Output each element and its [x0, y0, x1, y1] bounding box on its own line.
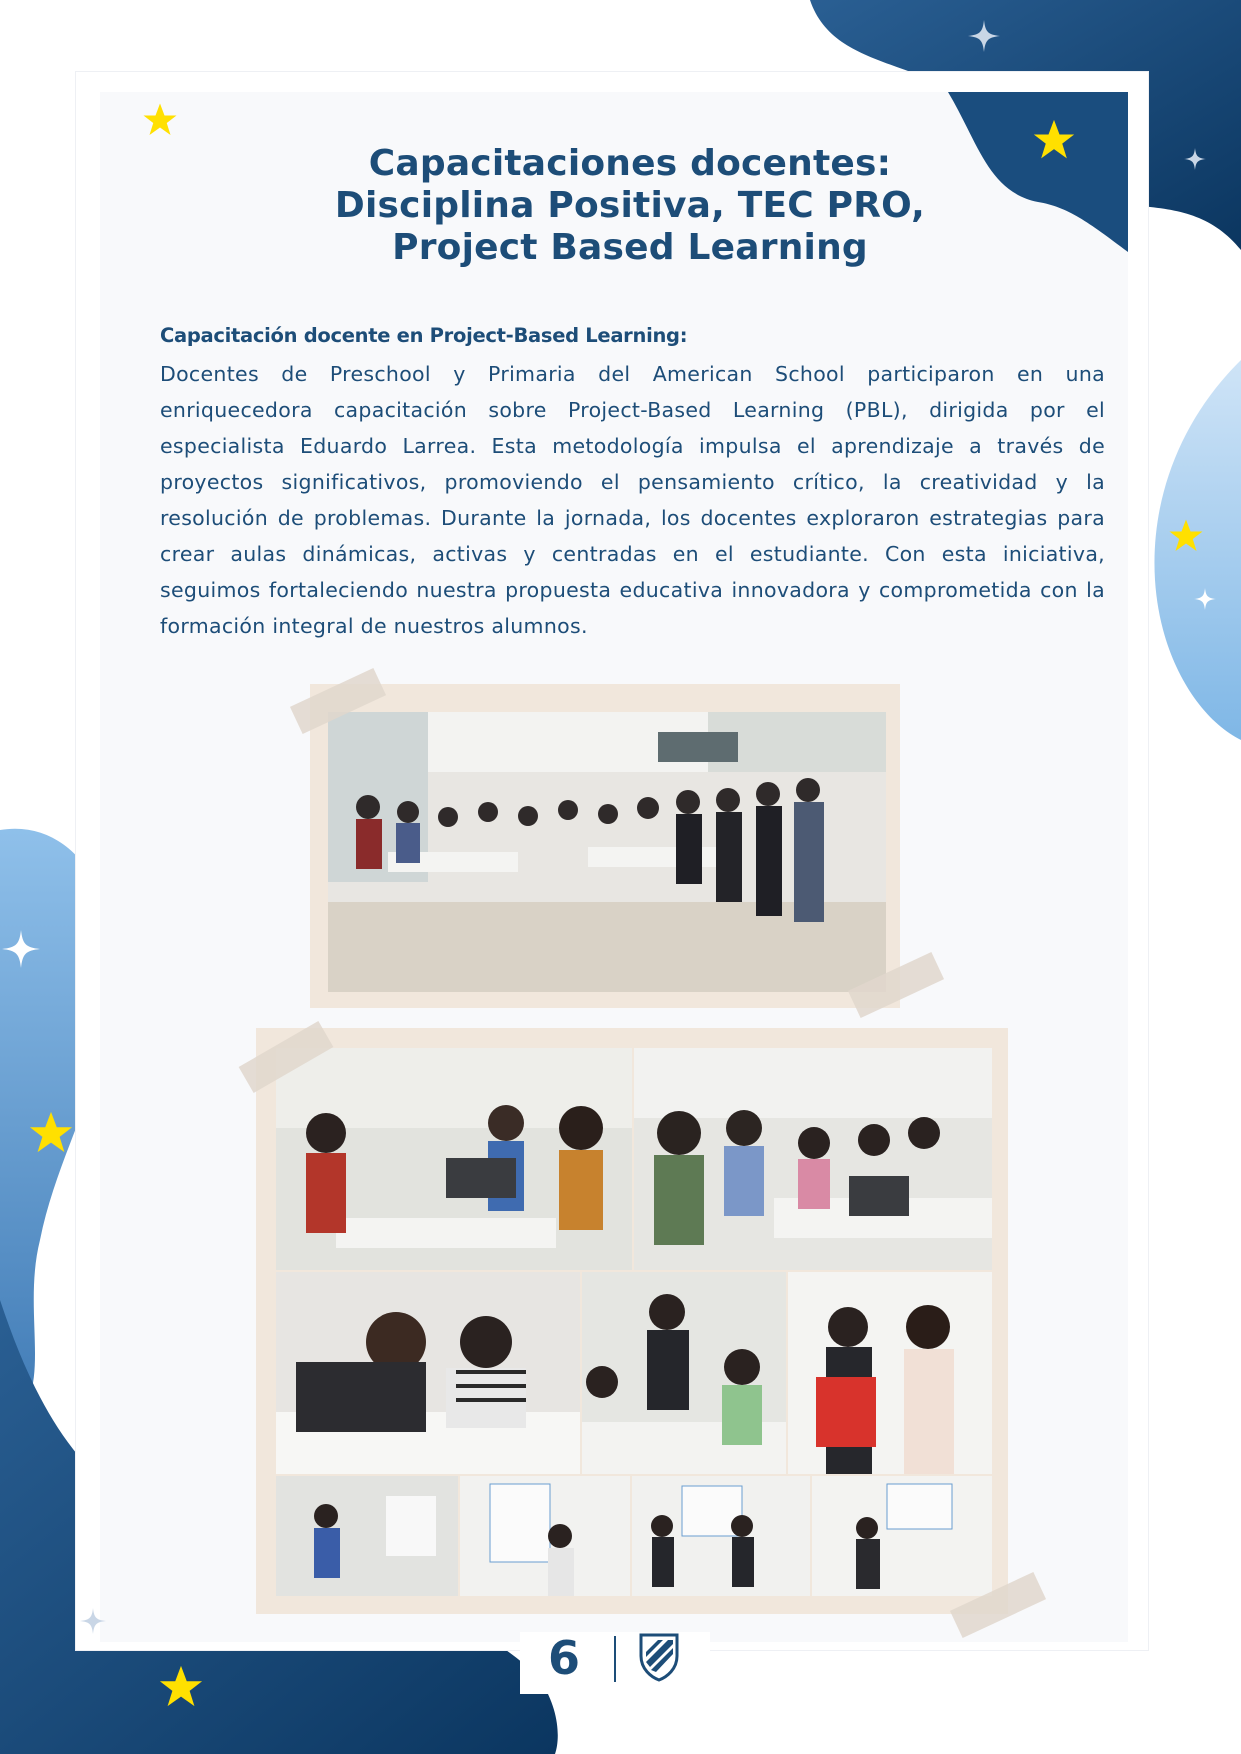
- star-icon: [158, 1664, 204, 1710]
- collage-photo-8: [632, 1476, 810, 1596]
- collage-photo-1: [276, 1048, 632, 1270]
- sparkle-icon: [1194, 588, 1216, 610]
- star-icon: [1168, 518, 1204, 554]
- page-number: 6: [547, 1631, 580, 1685]
- star-icon: [142, 102, 178, 138]
- collage-photo-9: [812, 1476, 992, 1596]
- collage-photo-6: [276, 1476, 458, 1596]
- sparkle-icon: [968, 20, 1000, 52]
- school-shield-logo: [638, 1632, 680, 1682]
- collage-photo-4: [582, 1272, 786, 1474]
- sparkle-icon: [2, 930, 40, 968]
- sparkle-icon: [80, 1608, 106, 1634]
- section-subheading: Capacitación docente en Project-Based Learning:: [160, 324, 688, 347]
- collage-photo-2: [634, 1048, 992, 1270]
- page-title: [240, 143, 1020, 269]
- star-icon: [28, 1110, 74, 1156]
- footer-divider: [614, 1636, 616, 1682]
- title-line-3: Project Based Learning: [392, 227, 868, 268]
- section-body-text: Docentes de Preschool y Primaria del American School participaron en una enriquecedora capacitación sobre Project-Based Learning (PBL), dirigida por el especialista Eduardo Larrea. Esta metodología impulsa el aprendizaje a través de proyectos significativos, promoviendo el pensamiento crítico, la creatividad y la resolución de problemas. Durante la jornada, los docentes exploraron estrategias para crear aulas dinámicas, activas y centradas en el estudiante. Con esta iniciativa, seguimos fortaleciendo nuestra propuesta educativa innovadora y comprometida con la formación integral de nuestros alumnos.: [160, 362, 1105, 638]
- collage-photo-7: [460, 1476, 630, 1596]
- title-line-1: Capacitaciones docentes:: [368, 143, 892, 184]
- star-icon: [1032, 118, 1076, 162]
- collage-photo-3: [276, 1272, 580, 1474]
- sparkle-icon: [1184, 148, 1206, 170]
- title-line-2: Disciplina Positiva, TEC PRO,: [334, 185, 926, 226]
- collage-photo-5: [788, 1272, 992, 1474]
- group-photo: [328, 712, 886, 992]
